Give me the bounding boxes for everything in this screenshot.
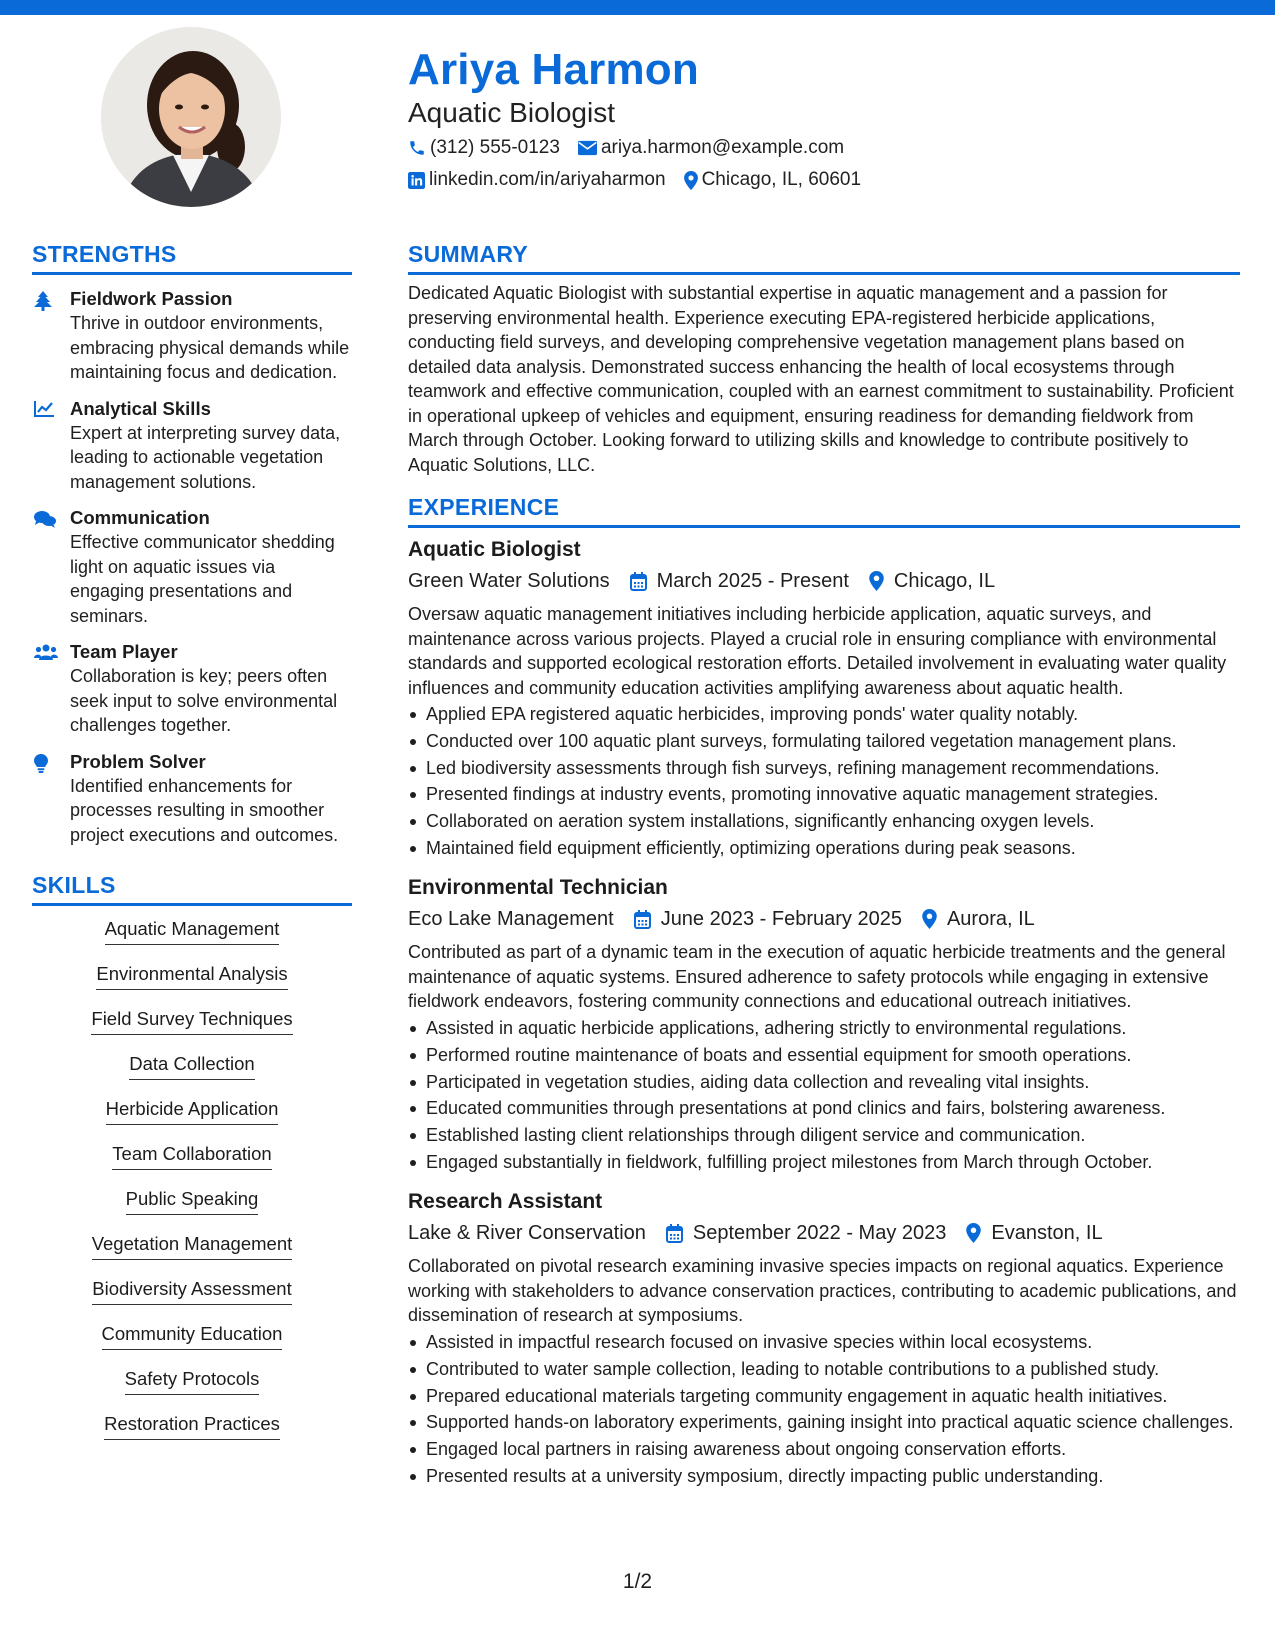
strength-item <box>32 506 352 628</box>
job-dates: June 2023 - February 2025 <box>660 908 902 931</box>
linkedin-icon <box>408 172 425 189</box>
job-dates: March 2025 - Present <box>656 570 849 592</box>
profile-photo <box>101 27 281 207</box>
envelope-icon <box>578 140 597 156</box>
contact-row-1 <box>408 134 1248 162</box>
job-meta <box>408 1218 1240 1248</box>
chart-line-icon <box>34 401 54 417</box>
top-accent-bar <box>0 0 1275 15</box>
bullet-item: Assisted in impactful research focused on invasive species within local ecosystems. <box>408 1330 1240 1355</box>
bullet-item: Collaborated on aeration system installations, significantly enhancing oxygen levels. <box>408 809 1240 834</box>
strength-item <box>32 397 352 495</box>
strength-item <box>32 287 352 385</box>
skill-item: Public Speaking <box>126 1186 259 1215</box>
job-bullets <box>408 702 1240 860</box>
experience-heading: EXPERIENCE <box>408 493 1240 528</box>
contact-row-2 <box>408 166 1248 194</box>
summary-text: Dedicated Aquatic Biologist with substantial expertise in aquatic management and a passion for preserving environmental health. Experience executing EPA-registered herbicide applications, conducting field surveys, and developing comprehensive vegetation management plans based on detailed data analysis. Demonstrated success enhancing the health of local ecosystems through teamwork and effective communication, coupled with an earnest commitment to sustainability. Proficient in operational upkeep of vehicles and equipment, ensuring readiness for demanding fieldwork from March through October. Looking forward to utilizing skills and knowledge to contribute positively to Aquatic Solutions, LLC. <box>408 283 1234 475</box>
bullet-item: Educated communities through presentations at pond clinics and fairs, bolstering awareness. <box>408 1096 1240 1121</box>
strength-description: Effective communicator shedding light on aquatic issues via engaging presentations and seminars. <box>70 532 335 626</box>
skill-item: Vegetation Management <box>92 1231 293 1260</box>
job-meta <box>408 566 1240 596</box>
left-column <box>32 240 352 1456</box>
bullet-item: Engaged local partners in raising awareness about ongoing conservation efforts. <box>408 1437 1240 1462</box>
job-bullets <box>408 1330 1240 1488</box>
bullet-item: Conducted over 100 aquatic plant surveys, formulating tailored vegetation management plans. <box>408 729 1240 754</box>
job-company: Eco Lake Management <box>408 908 614 931</box>
avatar <box>101 27 281 207</box>
job-company: Green Water Solutions <box>408 570 610 592</box>
bullet-item: Presented results at a university symposium, directly impacting public understanding. <box>408 1464 1240 1489</box>
bullet-item: Participated in vegetation studies, aiding data collection and revealing vital insights. <box>408 1070 1240 1095</box>
job-title: Aquatic Biologist <box>408 538 581 561</box>
skill-item: Safety Protocols <box>125 1366 260 1395</box>
bullet-item: Applied EPA registered aquatic herbicides, improving ponds' water quality notably. <box>408 702 1240 727</box>
job-location: Aurora, IL <box>946 908 1035 931</box>
candidate-title: Aquatic Biologist <box>408 97 616 128</box>
skill-item: Community Education <box>102 1321 283 1350</box>
job-description: Contributed as part of a dynamic team in the execution of aquatic herbicide treatments and the general maintenance of aquatic systems. Ensured adherence to safety protocols while engaging in extensive fieldwork endeavors, fostering community connections and educational outreach initiatives. <box>408 942 1226 1012</box>
phone-text: (312) 555-0123 <box>430 137 560 158</box>
job-meta <box>408 904 1240 934</box>
skill-item: Team Collaboration <box>112 1141 271 1170</box>
bullet-item: Led biodiversity assessments through fish surveys, refining management recommendations. <box>408 756 1240 781</box>
bullet-item: Presented findings at industry events, promoting innovative aquatic management strategies. <box>408 782 1240 807</box>
tree-icon <box>34 291 52 311</box>
strength-title: Analytical Skills <box>70 397 211 419</box>
skill-item: Biodiversity Assessment <box>92 1276 291 1305</box>
location-text: Chicago, IL, 60601 <box>701 169 862 190</box>
job-location: Evanston, IL <box>991 1222 1103 1245</box>
map-marker-icon <box>684 171 698 190</box>
map-marker-icon <box>869 571 884 591</box>
page-number: 1/2 <box>622 1570 653 1593</box>
map-marker-icon <box>966 1223 981 1243</box>
strength-description: Identified enhancements for processes resulting in smoother project executions and outcomes. <box>70 775 339 845</box>
lightbulb-icon <box>34 754 48 774</box>
bullet-item: Established lasting client relationships through diligent service and communication. <box>408 1123 1240 1148</box>
email-contact[interactable] <box>578 134 844 162</box>
right-column <box>408 240 1240 1491</box>
job-location: Chicago, IL <box>893 570 996 592</box>
skill-item: Aquatic Management <box>105 916 280 945</box>
bullet-item: Maintained field equipment efficiently, optimizing operations during peak seasons. <box>408 836 1240 861</box>
job-entry <box>408 1188 1240 1488</box>
strength-title: Fieldwork Passion <box>70 288 233 309</box>
map-marker-icon <box>922 909 937 929</box>
linkedin-contact[interactable] <box>408 166 666 194</box>
job-title: Environmental Technician <box>408 876 668 900</box>
job-dates: September 2022 - May 2023 <box>692 1222 947 1245</box>
location-contact <box>684 166 862 194</box>
bullet-item: Assisted in aquatic herbicide applications, adhering strictly to environmental regulations. <box>408 1016 1240 1041</box>
resume-header <box>408 42 1248 194</box>
job-entry <box>408 874 1240 1174</box>
strength-title: Team Player <box>70 641 178 662</box>
bullet-item: Prepared educational materials targeting community engagement in aquatic health initiatives. <box>408 1384 1240 1409</box>
skills-list <box>32 916 352 1456</box>
skill-item: Herbicide Application <box>106 1096 279 1125</box>
strength-description: Expert at interpreting survey data, leading to actionable vegetation management solutions. <box>70 422 341 492</box>
strengths-heading: STRENGTHS <box>32 240 352 275</box>
skill-item: Data Collection <box>129 1051 254 1080</box>
skill-item: Field Survey Techniques <box>91 1006 292 1035</box>
linkedin-text: linkedin.com/in/ariyaharmon <box>429 169 666 190</box>
job-description: Collaborated on pivotal research examining invasive species impacts on regional aquatics. Experience working with stakeholders to advance conservation practices, contributing to academic publications, and dissemination of research at symposiums. <box>408 1256 1237 1326</box>
skill-item: Environmental Analysis <box>96 961 287 990</box>
comments-icon <box>34 510 56 528</box>
skill-item: Restoration Practices <box>104 1411 280 1440</box>
job-company: Lake & River Conservation <box>408 1222 646 1245</box>
job-entry <box>408 536 1240 860</box>
strength-title: Communication <box>70 507 210 528</box>
calendar-icon <box>634 910 651 929</box>
job-title: Research Assistant <box>408 1190 603 1214</box>
skills-heading: SKILLS <box>32 871 352 906</box>
summary-heading: SUMMARY <box>408 240 1240 275</box>
strength-item <box>32 640 352 738</box>
strength-title: Problem Solver <box>70 750 206 772</box>
users-icon <box>34 644 58 660</box>
phone-contact[interactable] <box>408 134 560 162</box>
calendar-icon <box>630 572 647 591</box>
phone-icon <box>408 139 426 157</box>
bullet-item: Supported hands-on laboratory experiments, gaining insight into practical aquatic science challenges. <box>408 1410 1240 1435</box>
strengths-list <box>32 287 352 847</box>
email-text: ariya.harmon@example.com <box>600 137 845 158</box>
job-description: Oversaw aquatic management initiatives including herbicide application, aquatic surveys, and maintenance across various projects. Played a crucial role in ensuring compliance with environmental standards and supported ecological restoration efforts. Detailed involvement in evaluating water quality influences and community education activities amplifying awareness about aquatic health. <box>408 604 1227 698</box>
bullet-item: Engaged substantially in fieldwork, fulfilling project milestones from March through October. <box>408 1150 1240 1175</box>
strength-item <box>32 750 352 848</box>
bullet-item: Contributed to water sample collection, leading to notable contributions to a published study. <box>408 1357 1240 1382</box>
job-bullets <box>408 1016 1240 1174</box>
bullet-item: Performed routine maintenance of boats and essential equipment for smooth operations. <box>408 1043 1240 1068</box>
experience-list <box>408 536 1240 1488</box>
calendar-icon <box>666 1224 683 1243</box>
candidate-name: Ariya Harmon <box>408 45 699 94</box>
strength-description: Thrive in outdoor environments, embracing physical demands while maintaining focus and dedication. <box>70 313 350 382</box>
strength-description: Collaboration is key; peers often seek input to solve environmental challenges together. <box>70 666 338 735</box>
